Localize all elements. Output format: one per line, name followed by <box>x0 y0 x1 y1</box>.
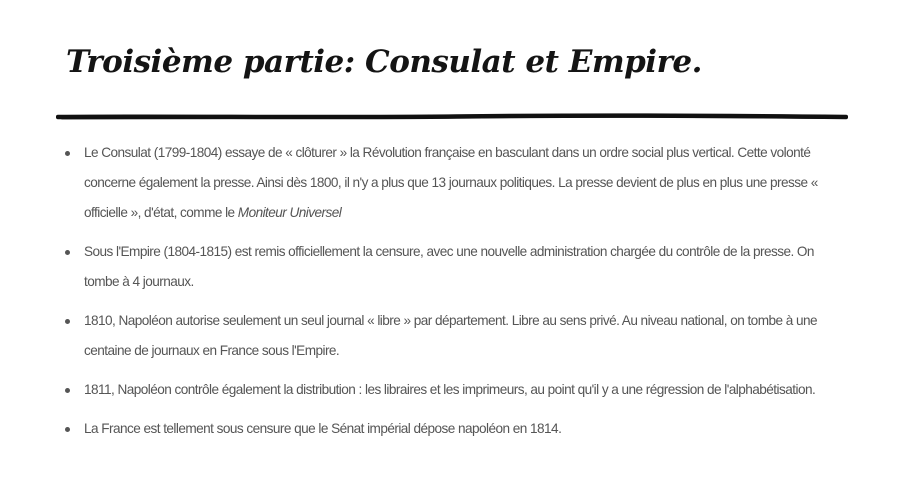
bullet-consulat <box>60 138 850 228</box>
title-divider-line <box>56 108 848 124</box>
bullet-list <box>60 138 850 453</box>
bullet-empire <box>60 237 850 297</box>
bullet-text: Sous l'Empire (1804-1815) est remis officiellement la censure, avec une nouvelle administration chargée du contrôle de la presse. On tombe à 4 journaux. <box>84 244 814 289</box>
bullet-1811 <box>60 375 850 405</box>
bullet-text: Le Consulat (1799-1804) essaye de « clôturer » la Révolution française en basculant dans un ordre social plus vertical. Cette volonté concerne également la presse. Ainsi dès 1800, il n'y a plus que 13 journaux politiques. La presse devient de plus en plus une presse « officielle », d'état, comme le <box>84 145 818 220</box>
bullet-emphasis: Moniteur Universel <box>237 205 342 220</box>
slide-title: Troisième partie: Consulat et Empire. <box>66 44 702 80</box>
bullet-text: 1811, Napoléon contrôle également la distribution : les libraires et les imprimeurs, au point qu'il y a une régression de l'alphabétisation. <box>84 382 816 397</box>
bullet-1810 <box>60 306 850 366</box>
bullet-1814 <box>60 414 850 444</box>
bullet-text: 1810, Napoléon autorise seulement un seul journal « libre » par département. Libre au sens privé. Au niveau national, on tombe à une centaine de journaux en France sous l'Empire. <box>84 313 817 358</box>
bullet-text: La France est tellement sous censure que le Sénat impérial dépose napoléon en 1814. <box>84 421 562 436</box>
